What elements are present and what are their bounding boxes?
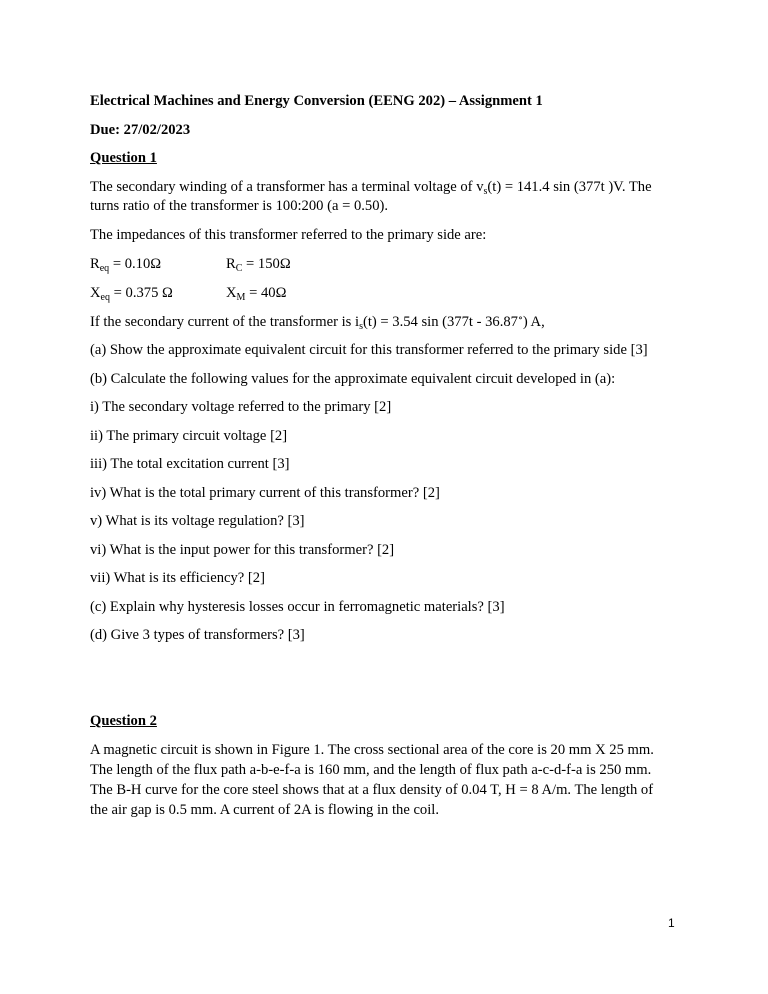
part-a: (a) Show the approximate equivalent circuit for this transformer referred to the primary side [3] [90,342,648,358]
sub-item: i) The secondary voltage referred to the primary [2] [90,399,392,415]
part-d: (d) Give 3 types of transformers? [3] [90,627,305,643]
secondary-current-statement: If the secondary current of the transformer is $i_s(t) = 3.54$ sin (377t - 36.87∘) A, [90,313,545,332]
document-title: Electrical Machines and Energy Conversion (EENG 202) – Assignment 1 [90,93,543,109]
question2-line: The length of the flux path a-b-e-f-a is 160 mm, and the length of flux path a-c-d-f-a is 250 mm. [90,762,652,778]
question2-line: the air gap is 0.5 mm. A current of 2A is flowing in the coil. [90,802,439,818]
xm-value: $X_M = 40\Omega$ [226,285,287,303]
page-number: 1 [668,916,675,930]
sub-item: vi) What is the input power for this transformer? [2] [90,542,395,558]
question1-intro-line1: The secondary winding of a transformer has a terminal voltage of $v_s(t) = 141.4$ sin (377t )V. The [90,179,652,197]
xeq-value: $X_{eq} = 0.375$ Ω [90,285,173,303]
rc-value: $R_C = 150\Omega$ [226,256,291,274]
part-c: (c) Explain why hysteresis losses occur in ferromagnetic materials? [3] [90,599,505,615]
sub-item: ii) The primary circuit voltage [2] [90,428,288,444]
question2-heading: Question 2 [90,713,157,729]
question1-intro-line2: turns ratio of the transformer is 100:200 (a = 0.50). [90,198,389,214]
sub-item: iv) What is the total primary current of this transformer? [2] [90,485,440,501]
req-value: $R_{eq} = 0.10\Omega$ [90,256,162,274]
due-date: Due: 27/02/2023 [90,122,191,138]
question2-line: A magnetic circuit is shown in Figure 1. The cross sectional area of the core is 20 mm X 25 mm. [90,742,654,758]
question2-line: The B-H curve for the core steel shows that at a flux density of 0.04 T, H = 8 A/m. The length of [90,782,654,798]
sub-item: v) What is its voltage regulation? [3] [90,513,305,529]
sub-item: vii) What is its efficiency? [2] [90,570,265,586]
part-b: (b) Calculate the following values for the approximate equivalent circuit developed in (a): [90,371,616,387]
sub-item: iii) The total excitation current [3] [90,456,290,472]
impedances-intro: The impedances of this transformer referred to the primary side are: [90,227,487,243]
question1-heading: Question 1 [90,150,157,166]
